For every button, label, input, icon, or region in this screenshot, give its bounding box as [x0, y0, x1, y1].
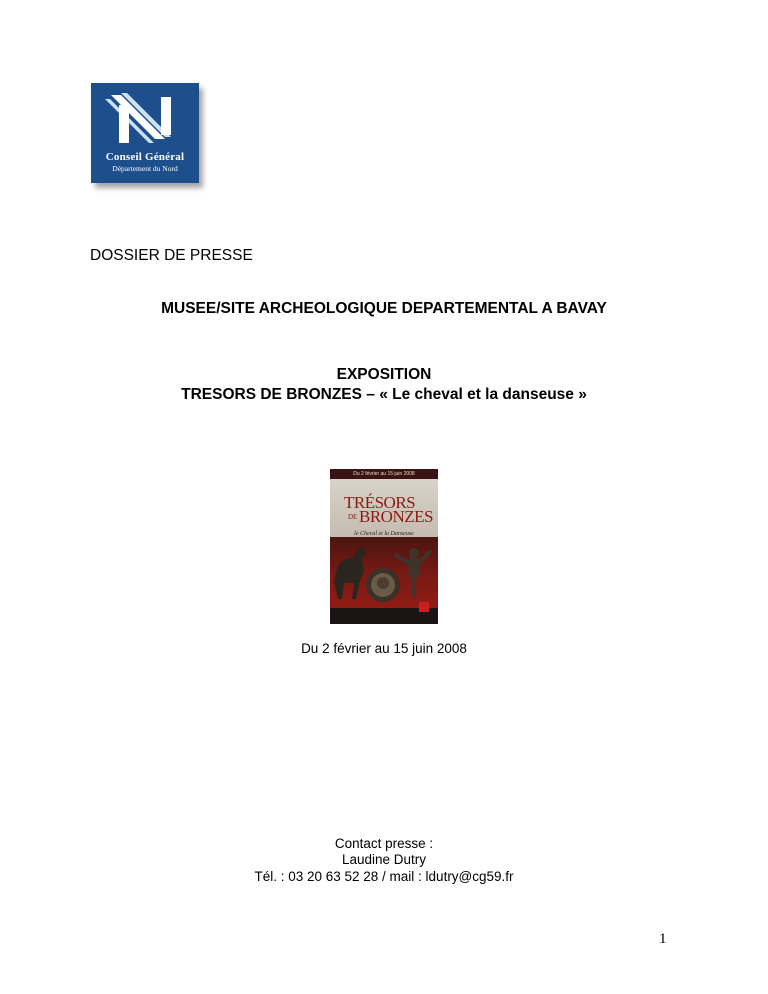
press-contact-name: Laudine Dutry [341, 852, 427, 867]
poster-title-word2: BRONZES [359, 507, 433, 526]
exhibition-poster [330, 469, 438, 624]
n-emblem-icon [91, 83, 199, 153]
exhibition-title: TRESORS DE BRONZES – « Le cheval et la danseuse » [181, 386, 587, 403]
logo-title: Conseil Général [105, 151, 185, 163]
museum-name: MUSEE/SITE ARCHEOLOGIQUE DEPARTEMENTAL A BAVAY [161, 300, 607, 317]
document-type: DOSSIER DE PRESSE [90, 247, 253, 264]
press-contact-details: Tél. : 03 20 63 52 28 / mail : ldutry@cg59.fr [254, 869, 514, 884]
press-contact-label: Contact presse : [334, 836, 434, 851]
poster-header [330, 479, 438, 537]
poster-title-de: DE [348, 513, 358, 521]
exhibition-label: EXPOSITION [336, 366, 432, 383]
page-number: 1 [659, 931, 667, 947]
poster-logo-badge [419, 602, 429, 612]
exhibition-dates: Du 2 février au 15 juin 2008 [301, 641, 467, 656]
logo-subtitle: Département du Nord [112, 164, 178, 173]
poster-date-banner: Du 2 février au 15 juin 2008 [330, 469, 438, 479]
conseil-general-logo [91, 83, 199, 183]
poster-title-word1: TRÉSORS [344, 493, 416, 512]
poster-subtitle: le Cheval et la Danseuse [354, 531, 414, 537]
